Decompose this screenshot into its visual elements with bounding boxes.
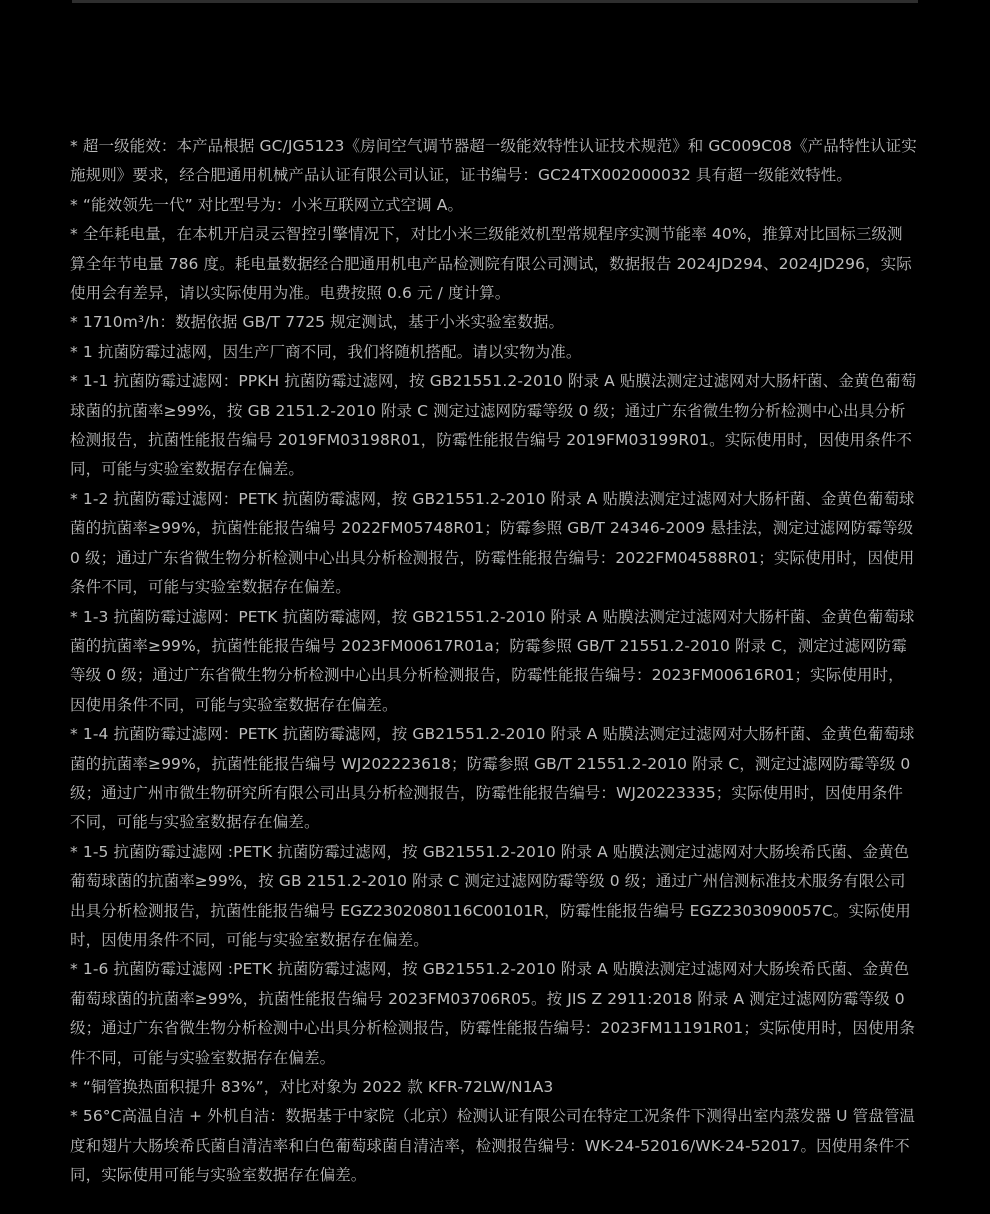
- top-divider: [72, 0, 918, 3]
- footnote-self-cleaning: * 56°C高温自洁 + 外机自洁：数据基于中家院（北京）检测认证有限公司在特定工况条件下测得出室内蒸发器 U 管盘管温度和翅片大肠埃希氏菌自清洁率和白色葡萄球菌自清洁率，检测报告编号：WK-24-52016/WK-24-52017。因使用条件不同，实际使用可能与实验室数据存在偏差。: [70, 1107, 916, 1185]
- footnote-efficiency-comparison: * “能效领先一代” 对比型号为：小米互联网立式空调 A。: [70, 195, 464, 214]
- footnote-filter-1-1: * 1-1 抗菌防霉过滤网：PPKH 抗菌防霉过滤网，按 GB21551.2-2010 附录 A 贴膜法测定过滤网对大肠杆菌、金黄色葡萄球菌的抗菌率≥99%，按 GB 2151.2-2010 附录 C 测定过滤网防霉等级 0 级；通过广东省微生物分析检测中心出具分析检测报告，抗菌性能报告编号 2019FM03198R01，防霉性能报告编号 2019FM03199R01。实际使用时，因使用条件不同，可能与实验室数据存在偏差。: [70, 372, 917, 479]
- footnote-filter-1-6: * 1-6 抗菌防霉过滤网 :PETK 抗菌防霉过滤网，按 GB21551.2-2010 附录 A 贴膜法测定过滤网对大肠埃希氏菌、金黄色葡萄球菌的抗菌率≥99%，抗菌性能报告编号 2023FM03706R05。按 JIS Z 2911:2018 附录 A 测定过滤网防霉等级 0 级；通过广东省微生物分析检测中心出具分析检测报告，防霉性能报告编号：2023FM11191R01；实际使用时，因使用条件不同，可能与实验室数据存在偏差。: [70, 960, 915, 1067]
- footnote-filter-1-3: * 1-3 抗菌防霉过滤网：PETK 抗菌防霉滤网，按 GB21551.2-2010 附录 A 贴膜法测定过滤网对大肠杆菌、金黄色葡萄球菌的抗菌率≥99%，抗菌性能报告编号 2023FM00617R01a；防霉参照 GB/T 21551.2-2010 附录 C，测定过滤网防霉等级 0 级；通过广东省微生物分析检测中心出具分析检测报告，防霉性能报告编号：2023FM00616R01；实际使用时，因使用条件不同，可能与实验室数据存在偏差。: [70, 607, 915, 714]
- footnote-super-efficiency: * 超一级能效：本产品根据 GC/JG5123《房间空气调节器超一级能效特性认证技术规范》和 GC009C08《产品特性认证实施规则》要求，经合肥通用机械产品认证有限公司认证，证书编号：GC24TX002000032 具有超一级能效特性。: [70, 137, 917, 185]
- footnote-annual-power: * 全年耗电量，在本机开启灵云智控引擎情况下，对比小米三级能效机型常规程序实测节能率 40%，推算对比国标三级测算全年节电量 786 度。耗电量数据经合肥通用机电产品检测院有限公司测试，数据报告 2024JD294、2024JD296，实际使用会有差异，请以实际使用为准。电费按照 0.6 元 / 度计算。: [70, 225, 912, 303]
- footnote-filter-1-2: * 1-2 抗菌防霉过滤网：PETK 抗菌防霉滤网，按 GB21551.2-2010 附录 A 贴膜法测定过滤网对大肠杆菌、金黄色葡萄球菌的抗菌率≥99%，抗菌性能报告编号 2022FM05748R01；防霉参照 GB/T 24346-2009 悬挂法，测定过滤网防霉等级 0 级；通过广东省微生物分析检测中心出具分析检测报告，防霉性能报告编号：2022FM04588R01；实际使用时，因使用条件不同，可能与实验室数据存在偏差。: [70, 489, 915, 597]
- footnote-filter-1-4: * 1-4 抗菌防霉过滤网：PETK 抗菌防霉滤网，按 GB21551.2-2010 附录 A 贴膜法测定过滤网对大肠杆菌、金黄色葡萄球菌的抗菌率≥99%，抗菌性能报告编号 WJ202223618；防霉参照 GB/T 21551.2-2010 附录 C，测定过滤网防霉等级 0 级；通过广州市微生物研究所有限公司出具分析检测报告，防霉性能报告编号：WJ20223335；实际使用时，因使用条件不同，可能与实验室数据存在偏差。: [70, 725, 915, 832]
- footnote-filter-1-5: * 1-5 抗菌防霉过滤网 :PETK 抗菌防霉过滤网，按 GB21551.2-2010 附录 A 贴膜法测定过滤网对大肠埃希氏菌、金黄色葡萄球菌的抗菌率≥99%，按 GB 2151.2-2010 附录 C 测定过滤网防霉等级 0 级；通过广州信测标准技术服务有限公司出具分析检测报告，抗菌性能报告编号 EGZ2302080116C00101R，防霉性能报告编号 EGZ2303090057C。实际使用时，因使用条件不同，可能与实验室数据存在偏差。: [70, 842, 911, 949]
- footnote-copper-tube: * “铜管换热面积提升 83%”，对比对象为 2022 款 KFR-72LW/N1A3: [70, 1078, 554, 1096]
- footnotes-list: [70, 132, 918, 1191]
- footnote-airflow: * 1710m³/h：数据依据 GB/T 7725 规定测试，基于小米实验室数据。: [70, 313, 565, 332]
- footnote-filter-general: * 1 抗菌防霉过滤网，因生产厂商不同，我们将随机搭配。请以实物为准。: [70, 342, 582, 361]
